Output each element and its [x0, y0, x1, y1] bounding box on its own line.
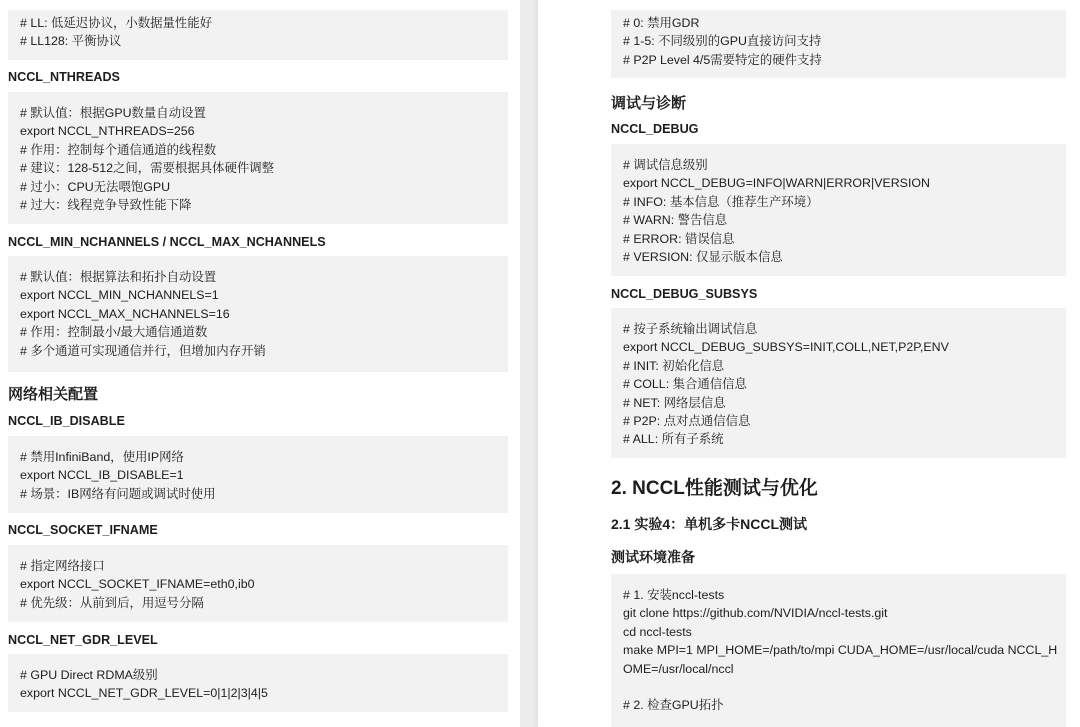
- code-line: # 0: 禁用GDR: [623, 16, 700, 30]
- code-line: # 作用：控制每个通信通道的线程数: [20, 142, 217, 157]
- code-line: # 1. 安装nccl-tests: [623, 588, 725, 602]
- code-line: # INIT: 初始化信息: [623, 358, 725, 373]
- code-line: export NCCL_DEBUG=INFO|WARN|ERROR|VERSION: [623, 176, 930, 191]
- code-block-env-setup: [611, 574, 1066, 727]
- code-line: export NCCL_IB_DISABLE=1: [20, 468, 184, 483]
- code-line: # GPU Direct RDMA级别: [20, 668, 158, 682]
- code-line: # 建议：128-512之间，需要根据具体硬件调整: [20, 161, 275, 176]
- heading-nccl-nthreads: NCCL_NTHREADS: [8, 70, 120, 84]
- code-block-socket-ifname: [8, 545, 508, 622]
- code-block-ib-disable: [8, 436, 508, 513]
- code-line: # VERSION: 仅显示版本信息: [623, 250, 783, 265]
- code-line: git clone https://github.com/NVIDIA/nccl-tests.git: [623, 606, 888, 621]
- code-line: # 多个通道可实现通信并行，但增加内存开销: [20, 343, 266, 358]
- code-block-nchannels: [8, 256, 508, 372]
- code-line: # COLL: 集合通信信息: [623, 377, 747, 392]
- code-line: # P2P: 点对点通信信息: [623, 414, 751, 429]
- code-line: # 过大：线程竞争导致性能下降: [20, 198, 192, 213]
- code-line: cd nccl-tests: [623, 624, 692, 639]
- code-line: # NET: 网络层信息: [623, 395, 726, 410]
- code-line: # 调试信息级别: [623, 158, 708, 172]
- heading-nccl-debug: NCCL_DEBUG: [611, 122, 699, 136]
- code-block-debug-subsys: [611, 308, 1066, 458]
- code-line: # ERROR: 错误信息: [623, 231, 735, 246]
- heading-nccl-ib-disable: NCCL_IB_DISABLE: [8, 414, 125, 428]
- code-line: export NCCL_SOCKET_IFNAME=eth0,ib0: [20, 577, 255, 592]
- heading-nccl-nchannels: NCCL_MIN_NCHANNELS / NCCL_MAX_NCHANNELS: [8, 235, 326, 249]
- section-title-network: 网络相关配置: [8, 386, 99, 403]
- code-line: # LL: 低延迟协议，小数据量性能好: [20, 16, 213, 30]
- chapter-title-perf: 2. NCCL性能测试与优化: [611, 478, 818, 499]
- code-line: # 2. 检查GPU拓扑: [623, 698, 724, 713]
- code-line: # 1-5: 不同级别的GPU直接访问支持: [623, 34, 822, 49]
- code-line: # 指定网络接口: [20, 559, 105, 573]
- code-line: # WARN: 警告信息: [623, 213, 728, 228]
- code-line: # 默认值：根据GPU数量自动设置: [20, 106, 206, 120]
- code-line: # 默认值：根据算法和拓扑自动设置: [20, 270, 217, 284]
- code-block-gdr-level: [8, 654, 508, 712]
- code-line: # 禁用InfiniBand，使用IP网络: [20, 450, 184, 464]
- code-line: export NCCL_MAX_NCHANNELS=16: [20, 306, 230, 321]
- code-line: # LL128: 平衡协议: [20, 34, 122, 49]
- heading-nccl-socket-ifname: NCCL_SOCKET_IFNAME: [8, 523, 158, 537]
- code-line: # 过小：CPU无法喂饱GPU: [20, 179, 171, 194]
- code-line: # 优先级：从前到后，用逗号分隔: [20, 595, 204, 610]
- code-line: export NCCL_NET_GDR_LEVEL=0|1|2|3|4|5: [20, 686, 268, 701]
- code-line: # ALL: 所有子系统: [623, 432, 724, 447]
- heading-nccl-debug-subsys: NCCL_DEBUG_SUBSYS: [611, 287, 758, 301]
- heading-nccl-net-gdr-level: NCCL_NET_GDR_LEVEL: [8, 633, 158, 647]
- left-page: [0, 0, 520, 727]
- code-line: # P2P Level 4/5需要特定的硬件支持: [623, 52, 822, 67]
- code-line: [623, 678, 1066, 696]
- section-title-env: 测试环境准备: [611, 549, 695, 565]
- code-line: # 场景：IB网络有问题或调试时使用: [20, 486, 216, 501]
- code-line: # 作用：控制最小/最大通信通道数: [20, 325, 208, 340]
- code-line: export NCCL_NTHREADS=256: [20, 124, 195, 139]
- code-block-debug: [611, 144, 1066, 276]
- code-line: make MPI=1 MPI_HOME=/path/to/mpi CUDA_HOME=/usr/local/cuda NCCL_HOME=/usr/local/nccl: [623, 643, 1058, 676]
- code-block-protocols: [8, 10, 508, 60]
- right-page: [538, 0, 1080, 727]
- code-block-nthreads: [8, 92, 508, 224]
- section-title-debug: 调试与诊断: [611, 95, 687, 112]
- code-line: export NCCL_DEBUG_SUBSYS=INIT,COLL,NET,P2P,ENV: [623, 340, 949, 355]
- code-block-gdr-levels: [611, 10, 1066, 78]
- code-line: export NCCL_MIN_NCHANNELS=1: [20, 288, 219, 303]
- code-line: # INFO: 基本信息（推荐生产环境）: [623, 194, 819, 209]
- subsection-title-exp4: 2.1 实验4：单机多卡NCCL测试: [611, 516, 808, 532]
- code-line: # 按子系统输出调试信息: [623, 322, 758, 336]
